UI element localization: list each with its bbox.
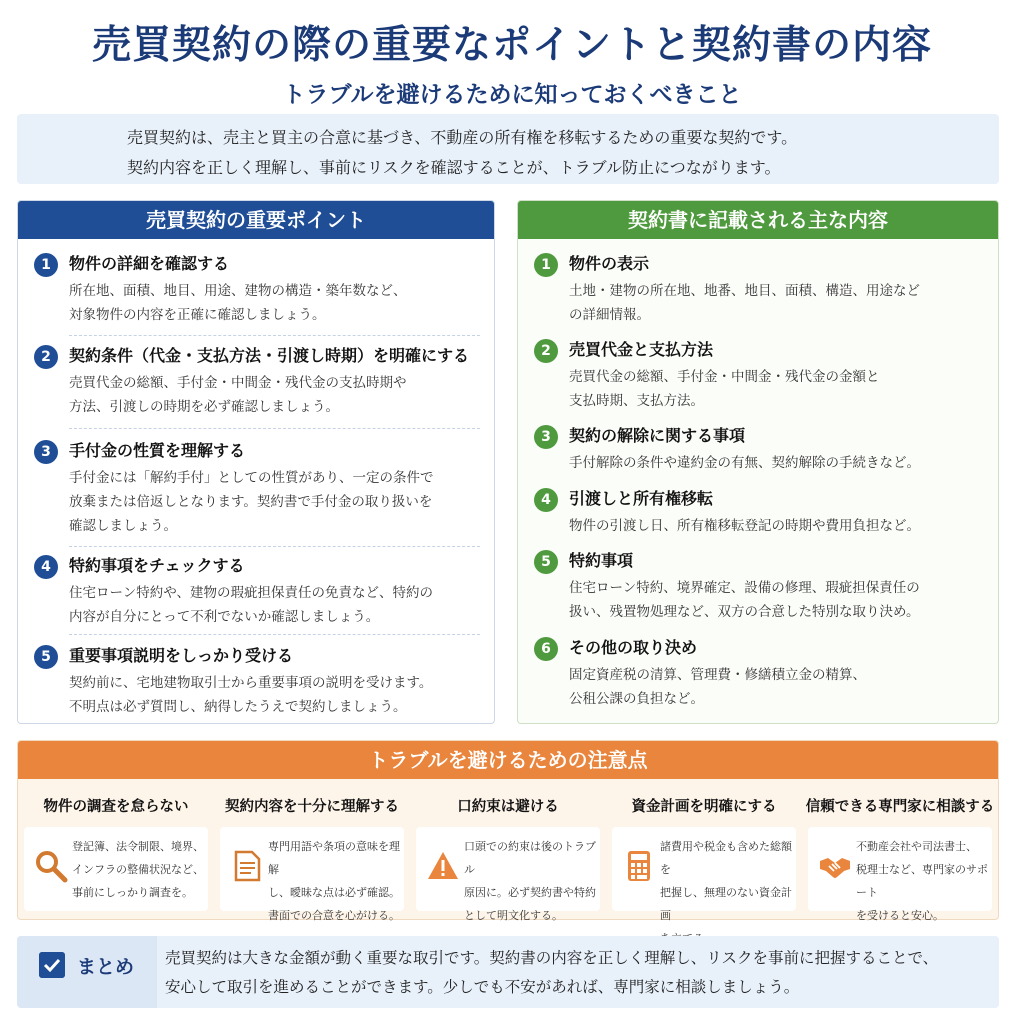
caution-box xyxy=(612,827,796,922)
point-line: 売買代金の総額、手付金・中間金・残代金の支払時期や xyxy=(69,375,407,391)
content-line: 売買代金の総額、手付金・中間金・残代金の金額と xyxy=(569,369,880,385)
caution-title: 信頼できる専門家に相談する xyxy=(805,799,995,815)
content-body xyxy=(569,365,984,413)
summary-line: 売買契約は大きな金額が動く重要な取引です。契約書の内容を正しく理解し、リスクを事前に把握することで、 xyxy=(165,949,939,967)
summary-text xyxy=(165,944,989,1002)
caution-box xyxy=(416,827,600,922)
number-badge: 2 xyxy=(34,345,58,369)
point-body xyxy=(69,466,480,538)
number-badge: 5 xyxy=(34,645,58,669)
checkbox-icon xyxy=(39,952,65,978)
point-line: 放棄または倍返しとなります。契約書で手付金の取り扱いを xyxy=(69,494,433,510)
number-badge: 1 xyxy=(34,253,58,277)
number-badge: 1 xyxy=(534,253,558,277)
divider xyxy=(69,335,480,336)
caution-text xyxy=(464,835,596,927)
content-title: 引渡しと所有権移転 xyxy=(569,489,714,508)
intro-line: 契約内容を正しく理解し、事前にリスクを確認することが、トラブル防止につながります。 xyxy=(127,158,781,177)
point-line: 契約前に、宅地建物取引士から重要事項の説明を受けます。 xyxy=(69,675,433,691)
caution-heading: トラブルを避けるための注意点 xyxy=(18,741,998,779)
number-badge: 6 xyxy=(534,637,558,661)
point-body xyxy=(69,371,480,419)
point-line: 確認しましょう。 xyxy=(69,518,177,534)
content-title: 売買代金と支払方法 xyxy=(569,340,714,359)
caution-text xyxy=(856,835,988,927)
caution-card xyxy=(214,779,410,922)
number-badge: 4 xyxy=(534,488,558,512)
contents-panel xyxy=(517,200,999,724)
magnifier-icon xyxy=(34,849,68,883)
number-badge: 4 xyxy=(34,555,58,579)
caution-line: 書面での合意を心がける。 xyxy=(268,909,400,922)
content-line: 住宅ローン特約、境界確定、設備の修理、瑕疵担保責任の xyxy=(569,580,920,596)
divider xyxy=(69,634,480,635)
caution-line: 把握し、無理のない資金計画 xyxy=(660,886,792,922)
calculator-icon xyxy=(622,849,656,883)
content-line: の詳細情報。 xyxy=(569,307,650,323)
point-body xyxy=(69,671,480,719)
point-line: 住宅ローン特約や、建物の瑕疵担保責任の免責など、特約の xyxy=(69,585,433,601)
point-line: 手付金には「解約手付」としての性質があり、一定の条件で xyxy=(69,470,434,486)
content-line: 扱い、残置物処理など、双方の合意した特別な取り決め。 xyxy=(569,604,920,620)
caution-line: 登記簿、法令制限、境界、 xyxy=(72,840,204,853)
contents-heading: 契約書に記載される主な内容 xyxy=(518,201,998,239)
caution-title: 物件の調査を怠らない xyxy=(43,799,189,815)
caution-box xyxy=(24,827,208,911)
content-body xyxy=(569,279,984,327)
caution-card xyxy=(606,779,802,922)
caution-line: し、曖昧な点は必ず確認。 xyxy=(268,886,400,899)
point-body xyxy=(69,581,480,629)
divider xyxy=(69,546,480,547)
content-body xyxy=(569,514,984,538)
content-body xyxy=(569,451,984,475)
points-heading: 売買契約の重要ポイント xyxy=(18,201,494,239)
caution-line: 諸費用や税金も含めた総額を xyxy=(660,840,792,876)
content-title: 契約の解除に関する事項 xyxy=(569,426,746,445)
warning-icon xyxy=(426,849,460,883)
point-body xyxy=(69,279,480,327)
caution-line: を受けると安心。 xyxy=(856,909,944,922)
caution-line: 不動産会社や司法書士、 xyxy=(856,840,977,853)
intro-line: 売買契約は、売主と買主の合意に基づき、不動産の所有権を移転するための重要な契約です。 xyxy=(127,128,798,147)
content-line: 固定資産税の清算、管理費・修繕積立金の精算、 xyxy=(569,667,866,683)
document-icon xyxy=(230,849,264,883)
point-line: 方法、引渡しの時期を必ず確認しましょう。 xyxy=(69,399,339,415)
point-line: 不明点は必ず質問し、納得したうえで契約しましょう。 xyxy=(69,699,407,715)
summary-label-area xyxy=(17,936,157,1008)
caution-line: 事前にしっかり調査を。 xyxy=(72,886,193,899)
caution-card xyxy=(410,779,606,922)
point-title: 重要事項説明をしっかり受ける xyxy=(69,646,294,665)
caution-section xyxy=(17,740,999,920)
number-badge: 5 xyxy=(534,550,558,574)
summary-box xyxy=(17,936,999,1008)
content-title: 物件の表示 xyxy=(569,254,650,273)
content-line: 手付解除の条件や違約金の有無、契約解除の手続きなど。 xyxy=(569,455,920,471)
caution-box xyxy=(220,827,404,922)
number-badge: 3 xyxy=(534,425,558,449)
caution-line: インフラの整備状況など、 xyxy=(72,863,204,876)
content-title: 特約事項 xyxy=(569,551,634,570)
content-line: 公租公課の負担など。 xyxy=(569,691,704,707)
page-title: 売買契約の際の重要なポイントと契約書の内容 xyxy=(91,23,932,68)
point-title: 手付金の性質を理解する xyxy=(69,441,246,460)
content-body xyxy=(569,576,984,624)
caution-line: 税理士など、専門家のサポート xyxy=(856,863,988,899)
point-line: 対象物件の内容を正確に確認しましょう。 xyxy=(69,307,326,323)
caution-text xyxy=(72,835,204,904)
points-panel xyxy=(17,200,495,724)
caution-line: 専門用語や条項の意味を理解 xyxy=(268,840,400,876)
content-line: 物件の引渡し日、所有権移転登記の時期や費用負担など。 xyxy=(569,518,920,534)
caution-title: 契約内容を十分に理解する xyxy=(225,799,399,815)
caution-line: 原因に。必ず契約書や特約 xyxy=(464,886,596,899)
caution-card xyxy=(18,779,214,919)
point-line: 所在地、面積、地目、用途、建物の構造・築年数など、 xyxy=(69,283,407,299)
number-badge: 3 xyxy=(34,440,58,464)
caution-text xyxy=(268,835,400,927)
caution-card xyxy=(802,779,998,922)
point-title: 特約事項をチェックする xyxy=(69,556,245,575)
point-line: 内容が自分にとって不利でないか確認しましょう。 xyxy=(69,609,380,625)
intro-box xyxy=(17,114,999,184)
caution-line: 口頭での約束は後のトラブル xyxy=(464,840,596,876)
caution-text xyxy=(660,835,792,950)
point-title: 契約条件（代金・支払方法・引渡し時期）を明確にする xyxy=(69,346,470,365)
divider xyxy=(69,428,480,429)
caution-title: 口約束は避ける xyxy=(457,799,559,815)
number-badge: 2 xyxy=(534,339,558,363)
summary-label: まとめ xyxy=(77,956,135,978)
caution-line: として明文化する。 xyxy=(464,909,563,922)
handshake-icon xyxy=(818,849,852,883)
content-body xyxy=(569,663,984,711)
caution-title: 資金計画を明確にする xyxy=(631,799,777,815)
point-title: 物件の詳細を確認する xyxy=(69,254,230,273)
page-subtitle: トラブルを避けるために知っておくべきこと xyxy=(282,82,742,108)
summary-line: 安心して取引を進めることができます。少しでも不安があれば、専門家に相談しましょう。 xyxy=(165,978,800,996)
content-title: その他の取り決め xyxy=(569,638,698,657)
caution-box xyxy=(808,827,992,922)
content-line: 支払時期、支払方法。 xyxy=(569,393,704,409)
content-line: 土地・建物の所在地、地番、地目、面積、構造、用途など xyxy=(569,283,920,299)
